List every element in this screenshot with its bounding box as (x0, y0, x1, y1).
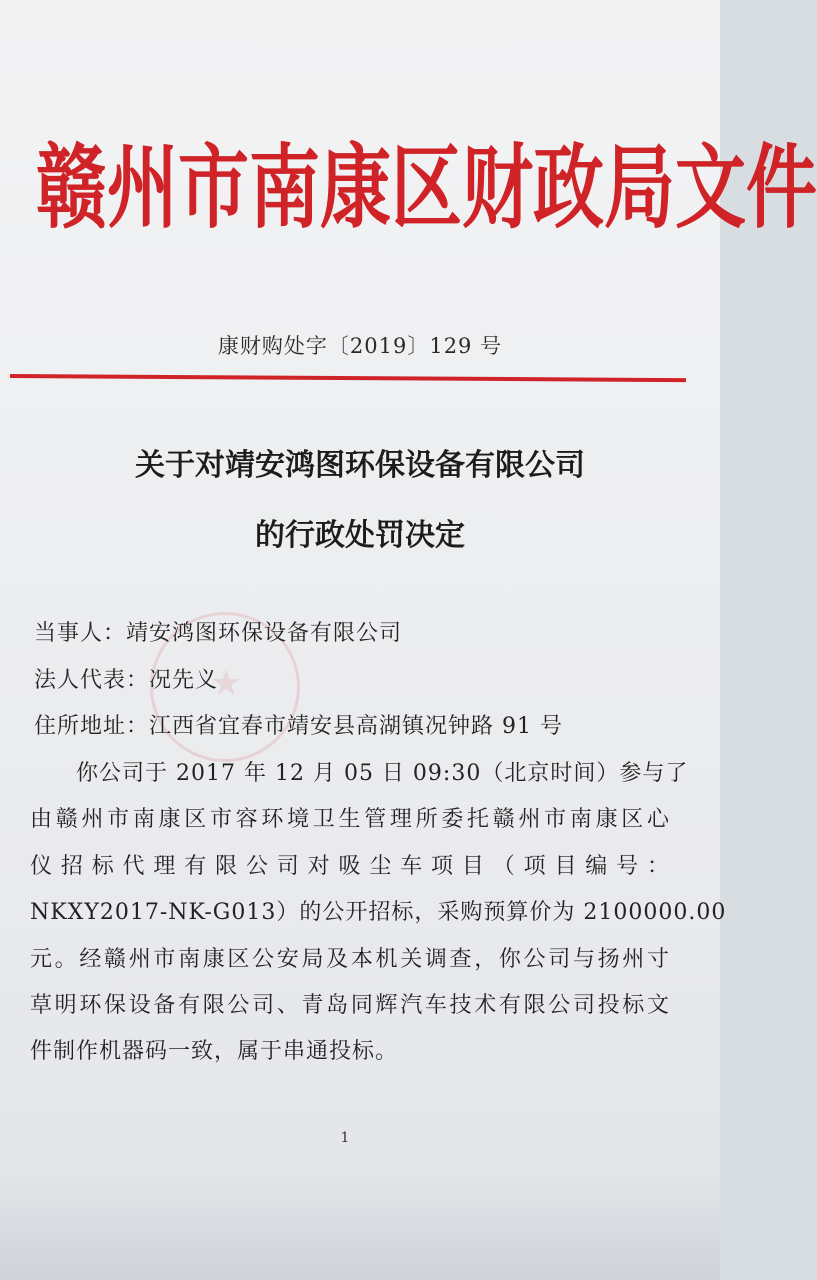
legal-representative: 法人代表：况先义 (34, 668, 219, 693)
body-line: 你公司于 2017 年 12 月 05 日 09:30（北京时间）参与了 (76, 761, 689, 786)
document-title-line-2: 的行政处罚决定 (255, 518, 465, 553)
document-number: 康财购处字〔2019〕129 号 (217, 334, 503, 358)
body-line: 草明环保设备有限公司、青岛同辉汽车技术有限公司投标文 (30, 993, 670, 1018)
body-line: NKXY2017-NK-G013）的公开招标，采购预算价为 2100000.00 (30, 900, 727, 925)
party-address: 住所地址：江西省宜春市靖安县高湖镇况钟路 91 号 (34, 714, 563, 739)
body-line: 由赣州市南康区市容环境卫生管理所委托赣州市南康区心 (30, 807, 670, 832)
seal-star-icon: ★ (210, 663, 243, 704)
body-line: 件制作机器码一致，属于串通投标。 (30, 1039, 399, 1064)
paper-shadow (0, 1170, 720, 1280)
header-red-divider (10, 374, 686, 382)
body-line: 元。经赣州市南康区公安局及本机关调查，你公司与扬州寸 (30, 947, 670, 972)
party-name: 当事人：靖安鸿图环保设备有限公司 (34, 621, 403, 646)
body-line: 仪招标代理有限公司对吸尘车项目（项目编号： (30, 854, 670, 879)
document-title-line-1: 关于对靖安鸿图环保设备有限公司 (135, 448, 585, 483)
page-number: 1 (340, 1130, 350, 1146)
document-header-title: 赣州市南康区财政局文件 (36, 134, 817, 241)
